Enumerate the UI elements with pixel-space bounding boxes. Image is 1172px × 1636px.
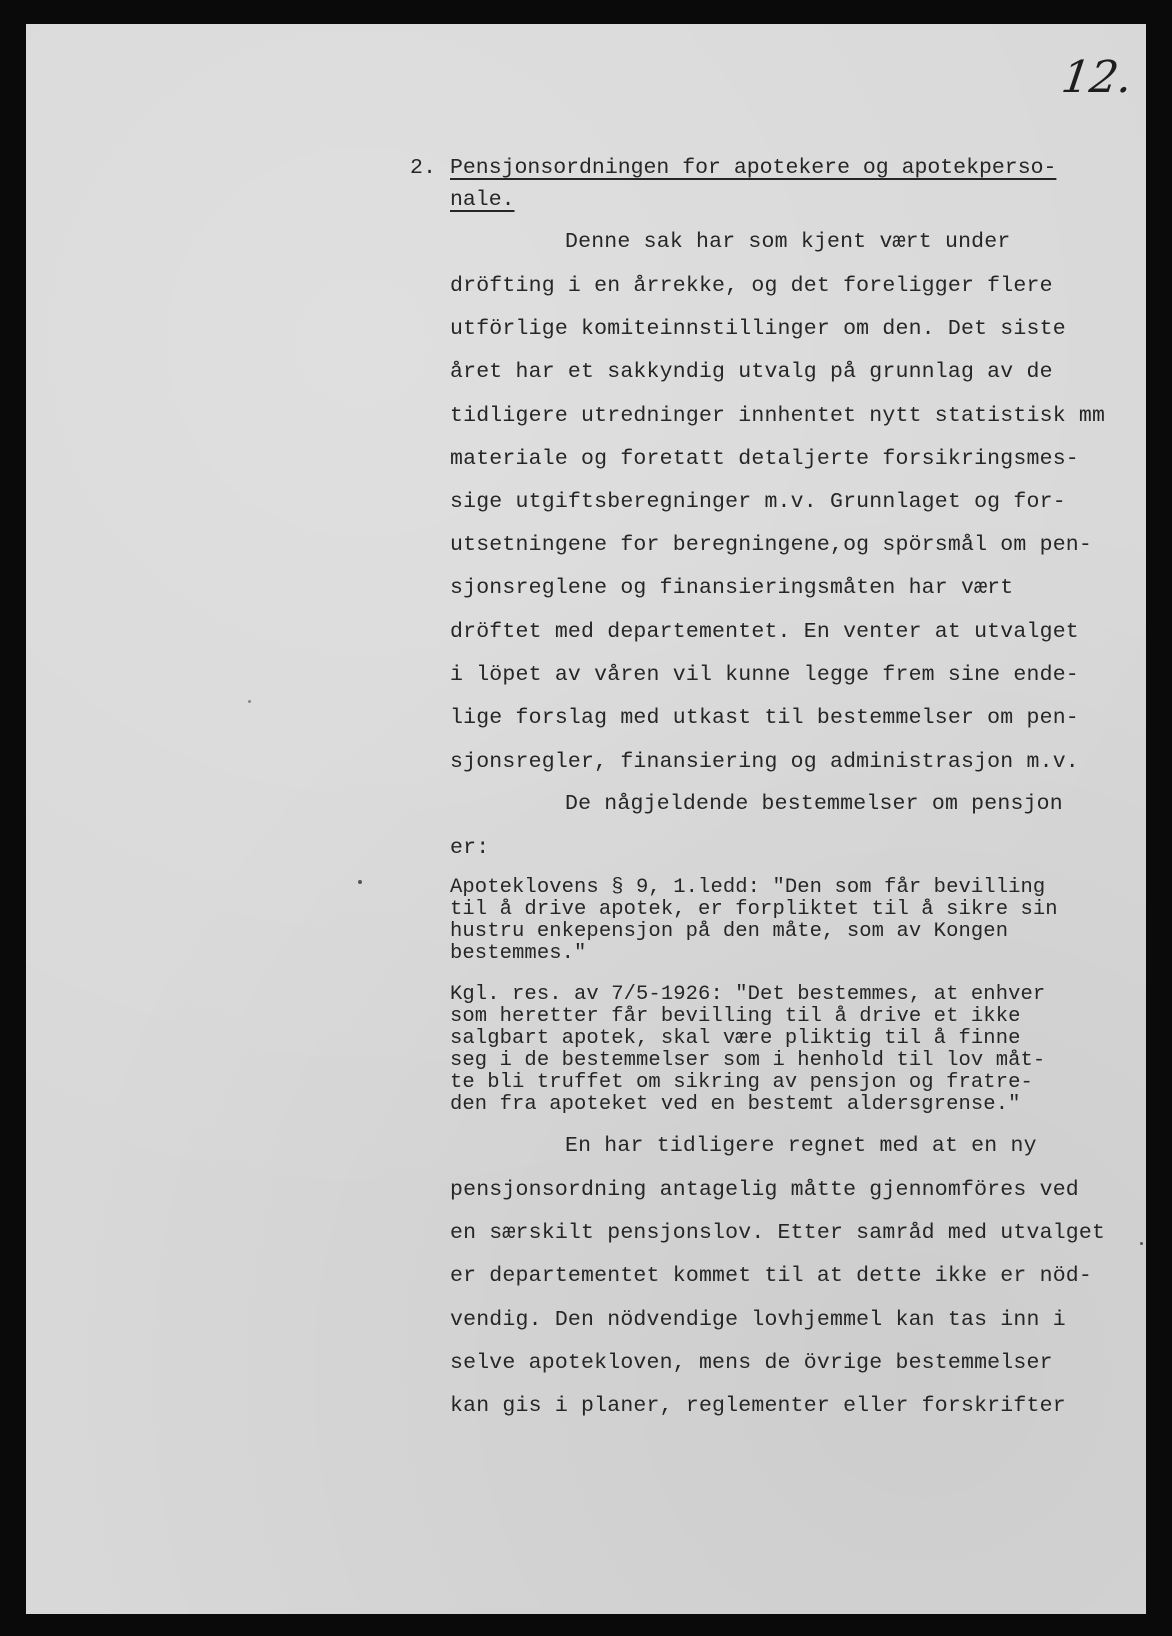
quote-2-line-4: seg i de bestemmelser som i henhold til lov måt- [450,1049,1046,1072]
paragraph-1-line-1: Denne sak har som kjent vært under [565,230,1011,254]
paragraph-1-line-7: sige utgiftsberegninger m.v. Grunnlaget og for- [450,490,1066,514]
document-page [26,24,1146,1614]
paragraph-2-line-2: er: [450,836,490,860]
quote-1-line-3: hustru enkepensjon på den måte, som av Kongen [450,920,1009,943]
paragraph-3-line-7: kan gis i planer, reglementer eller forskrifter [450,1394,1066,1418]
quote-1-line-1: Apoteklovens § 9, 1.ledd: "Den som får bevilling [450,876,1046,899]
page-number: 12. [1058,52,1136,103]
scan-speck [1140,1242,1143,1245]
paragraph-1-line-11: i löpet av våren vil kunne legge frem sine ende- [450,663,1079,687]
paragraph-1-line-9: sjonsreglene og finansieringsmåten har vært [450,576,1014,600]
paragraph-3-line-3: en særskilt pensjonslov. Etter samråd med utvalget [450,1221,1106,1245]
paragraph-1-line-6: materiale og foretatt detaljerte forsikringsmes- [450,447,1079,471]
paragraph-3-line-6: selve apotekloven, mens de övrige bestemmelser [450,1351,1053,1375]
paragraph-1-line-2: dröfting i en årrekke, og det foreligger flere [450,274,1053,298]
paragraph-1-line-13: sjonsregler, finansiering og administrasjon m.v. [450,750,1079,774]
scan-speck [358,880,362,884]
quote-2-line-1: Kgl. res. av 7/5-1926: "Det bestemmes, at enhver [450,983,1046,1006]
section-title-line-1: Pensjonsordningen for apotekere og apotekperso- [450,156,1057,180]
quote-2-line-3: salgbart apotek, skal være pliktig til å finne [450,1027,1021,1050]
paragraph-1-line-8: utsetningene for beregningene,og spörsmål om pen- [450,533,1093,557]
quote-1-line-4: bestemmes." [450,942,587,965]
paragraph-1-line-10: dröftet med departementet. En venter at utvalget [450,620,1079,644]
quote-2-line-5: te bli truffet om sikring av pensjon og fratre- [450,1071,1033,1094]
quote-2-line-6: den fra apoteket ved en bestemt aldersgrense." [450,1093,1021,1116]
paragraph-3-line-4: er departementet kommet til at dette ikke er nöd- [450,1264,1093,1288]
quote-2-line-2: som heretter får bevilling til å drive et ikke [450,1005,1021,1028]
section-title-line-2: nale. [450,188,515,212]
paragraph-3-line-5: vendig. Den nödvendige lovhjemmel kan tas inn i [450,1308,1066,1332]
paragraph-1-line-5: tidligere utredninger innhentet nytt statistisk mm [450,404,1106,428]
section-number: 2. [410,156,437,180]
paragraph-1-line-3: utförlige komiteinnstillinger om den. Det siste [450,317,1066,341]
scan-speck [248,700,251,703]
paragraph-2-line-1: De någjeldende bestemmelser om pensjon [565,792,1063,816]
paragraph-1-line-4: året har et sakkyndig utvalg på grunnlag av de [450,360,1053,384]
paragraph-1-line-12: lige forslag med utkast til bestemmelser om pen- [450,706,1079,730]
quote-1-line-2: til å drive apotek, er forpliktet til å sikre sin [450,898,1058,921]
paragraph-3-line-2: pensjonsordning antagelig måtte gjennomföres ved [450,1178,1079,1202]
paragraph-3-line-1: En har tidligere regnet med at en ny [565,1134,1037,1158]
